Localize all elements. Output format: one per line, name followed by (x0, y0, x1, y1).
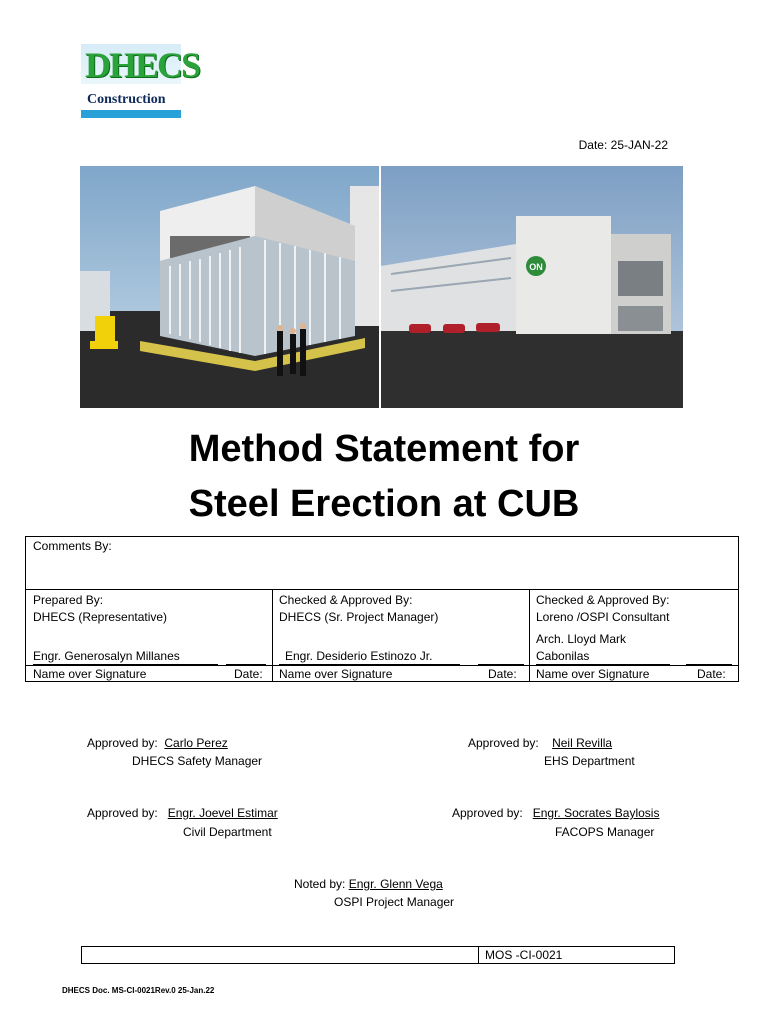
doc-reference: DHECS Doc. MS-CI-0021Rev.0 25-Jan.22 (62, 986, 215, 995)
approval-ehs: Approved by: Neil Revilla (468, 736, 613, 750)
comments-label: Comments By: (33, 539, 112, 553)
company-logo (81, 44, 200, 120)
prepared-by-org: DHECS (Representative) (33, 610, 168, 624)
noted-by: Noted by: Engr. Glenn Vega (294, 877, 443, 891)
approver-name: Engr. Socrates Baylosis (532, 806, 660, 820)
prepared-by-date-label: Date: (234, 667, 263, 681)
checked-by-sig-label-2: Name over Signature (536, 667, 650, 681)
checked-by-name-2b: Cabonilas (536, 649, 590, 663)
approval-safety: Approved by: Carlo Perez (87, 736, 228, 750)
prepared-by-label: Prepared By: (33, 593, 104, 607)
prepared-by-sig-label: Name over Signature (33, 667, 147, 681)
document-date: Date: 25-JAN-22 (578, 138, 668, 152)
logo-subtitle: Construction (87, 92, 166, 107)
checked-by-sig-label-1: Name over Signature (279, 667, 393, 681)
approver-role: EHS Department (544, 754, 635, 768)
title-line-2: Steel Erection at CUB (188, 483, 580, 525)
approver-name: Carlo Perez (164, 736, 228, 750)
noted-by-name: Engr. Glenn Vega (348, 877, 443, 891)
approver-name: Engr. Joevel Estimar (167, 806, 278, 820)
document-title (0, 422, 768, 532)
logo-brand-text: DHECS (85, 45, 200, 85)
checked-by-label-1: Checked & Approved By: (279, 593, 413, 607)
checked-by-org-2: Loreno /OSPI Consultant (536, 610, 670, 624)
approval-civil: Approved by: Engr. Joevel Estimar (87, 806, 278, 820)
checked-by-date-label-1: Date: (488, 667, 517, 681)
approval-facops: Approved by: Engr. Socrates Baylosis (452, 806, 660, 820)
checked-by-name-1: Engr. Desiderio Estinozo Jr. (285, 649, 433, 663)
checked-by-org-1: DHECS (Sr. Project Manager) (279, 610, 439, 624)
approver-role: Civil Department (183, 825, 272, 839)
approver-name: Neil Revilla (552, 736, 613, 750)
noted-by-role: OSPI Project Manager (334, 895, 455, 909)
prepared-by-name: Engr. Generosalyn Millanes (33, 649, 180, 663)
approver-role: DHECS Safety Manager (132, 754, 263, 768)
checked-by-name-2a: Arch. Lloyd Mark (536, 632, 627, 646)
checked-by-label-2: Checked & Approved By: (536, 593, 670, 607)
title-line-1: Method Statement for (188, 428, 580, 470)
doc-code: MOS -CI-0021 (485, 948, 563, 962)
approver-role: FACOPS Manager (555, 825, 655, 839)
signature-table (25, 536, 739, 682)
building-rendering-right (381, 166, 683, 408)
building-rendering-left (80, 166, 379, 408)
doc-code-box (81, 946, 675, 964)
rendering-sign-text: ON (529, 262, 543, 272)
checked-by-date-label-2: Date: (697, 667, 726, 681)
